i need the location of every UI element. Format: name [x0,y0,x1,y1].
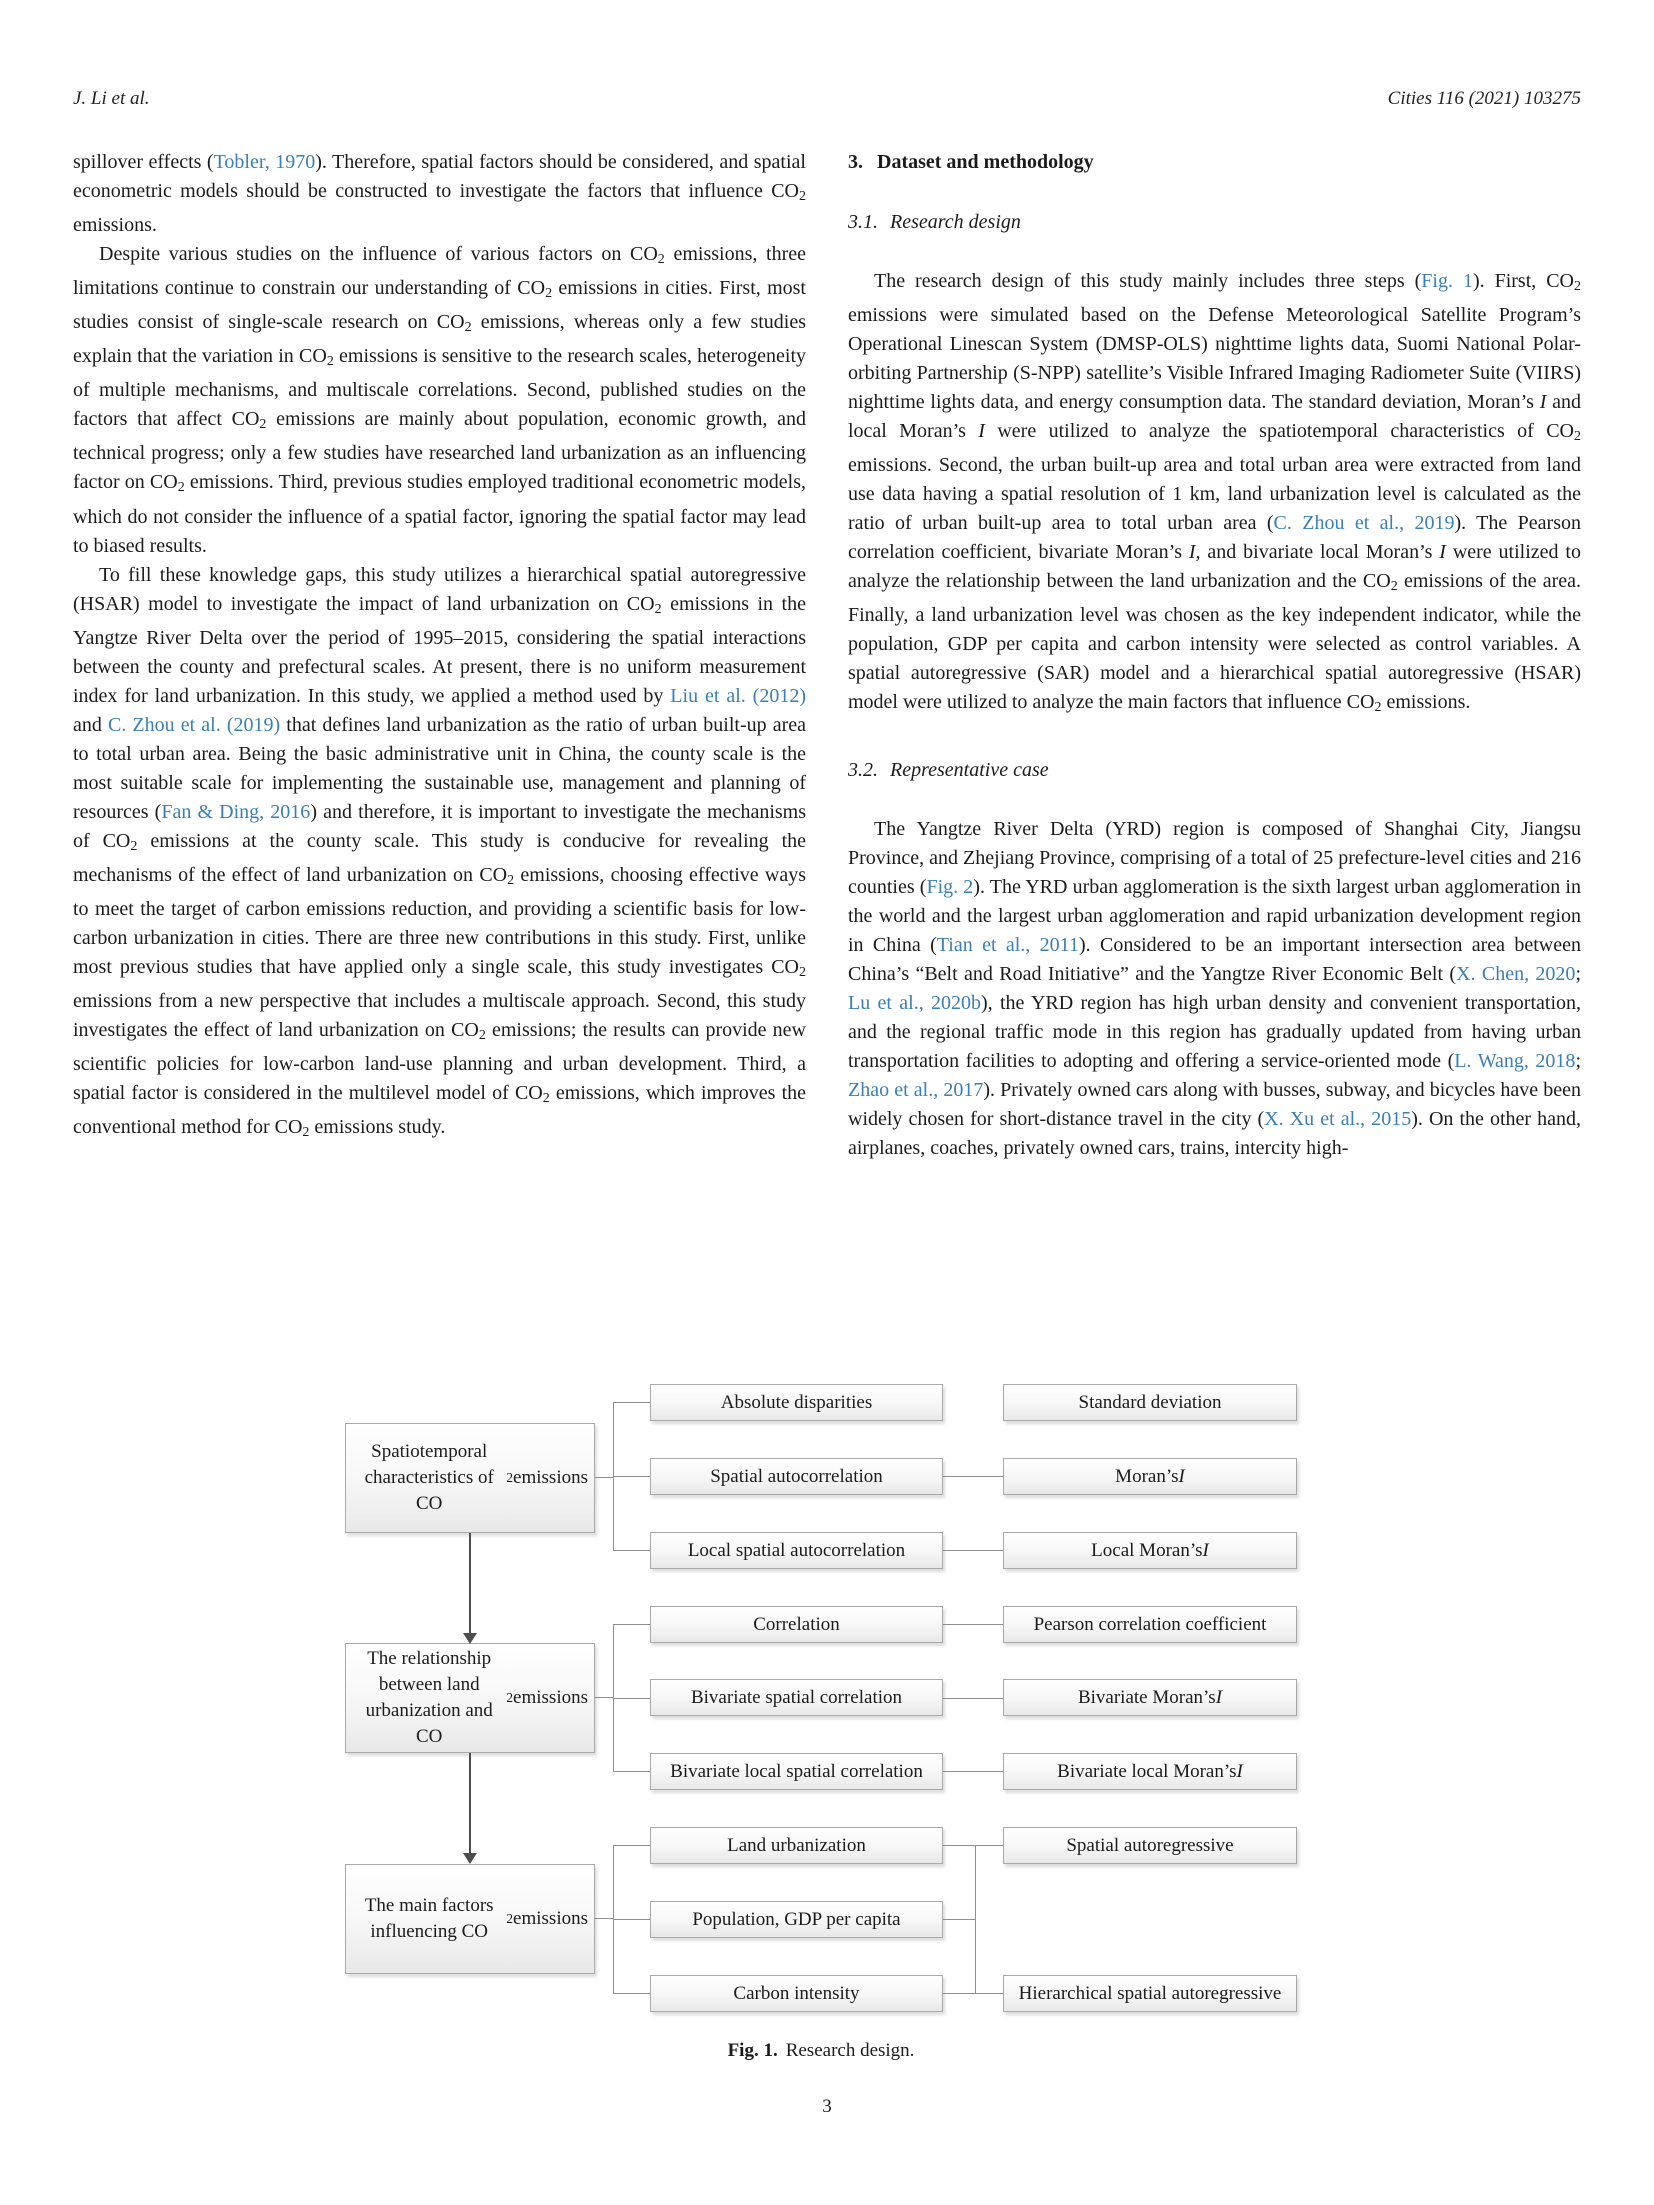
citation-link[interactable]: Fan & Ding, 2016 [161,800,311,823]
flow-box-local-spatial-autocorrelation: Local spatial autocorrelation [650,1532,943,1569]
page-header [73,88,1581,110]
citation-link[interactable]: Zhao et al., 2017 [848,1079,984,1102]
left-column [73,148,806,1147]
section-heading: 3. Dataset and methodology [848,151,1094,173]
paragraph: Despite various studies on the influence of various factors on CO2 emissions, three limitations continue to constrain our understanding of CO2 emissions in cities. First, most studies consist of single-scale research on CO2 emissions, whereas only a few studies explain that the variation in CO2 emissions is sensitive to the research scales, heterogeneity of multiple mechanisms, and multiscale correlations. Second, published studies on the factors that affect CO2 emissions are mainly about population, economic growth, and technical progress; only a few studies have researched land urbanization as an influencing factor on CO2 emissions. Third, previous studies employed traditional econometric models, which do not consider the influence of a spatial factor, ignoring the spatial factor may lead to biased results. [73,243,807,557]
connector-line [613,1771,650,1772]
connector-line [613,1919,650,1920]
citation-link[interactable]: X. Chen, 2020 [1456,963,1576,986]
flow-box-spatial-autocorrelation: Spatial autocorrelation [650,1458,943,1495]
flow-box-spatial-autoregressive: Spatial autoregressive [1003,1827,1297,1864]
connector-line [943,1476,1003,1477]
citation-link[interactable]: X. Xu et al., 2015 [1264,1108,1412,1131]
arrow-down-icon [463,1633,477,1644]
flow-box-absolute-disparities: Absolute disparities [650,1384,943,1421]
paragraph: spillover effects (Tobler, 1970). Therefore, spatial factors should be considered, and spatial econometric models should be constructed to investigate the factors that influence CO2 emissions. [73,151,806,237]
subsection-heading-research-design: 3.1. Research design [848,211,1021,233]
flow-box-bivariate-local-spatial-correlation: Bivariate local spatial correlation [650,1753,943,1790]
flow-box-bivariate-morans-i: Bivariate Moran’s I [1003,1679,1297,1716]
flow-box-morans-i: Moran’s I [1003,1458,1297,1495]
connector-line [943,1771,1003,1772]
connector-line [613,1624,650,1625]
flow-box-correlation: Correlation [650,1606,943,1643]
citation-link[interactable]: Lu et al., 2020b [848,992,982,1015]
connector-line [613,1698,650,1699]
paragraph: The research design of this study mainly includes three steps (Fig. 1). First, CO2 emissions were simulated based on the Defense Meteorological Satellite Program’s Operational Linescan System (DMSP-OLS) nighttime lights data, Suomi National Polar-orbiting Partnership (S-NPP) satellite’s Visible Infrared Imaging Radiometer Suite (VIIRS) nighttime lights data, and energy consumption data. The standard deviation, Moran’s I and local Moran’s I were utilized to analyze the spatiotemporal characteristics of CO2 emissions. Second, the urban built-up area and total urban area were extracted from land use data having a spatial resolution of 1 km, land urbanization level is calculated as the ratio of urban built-up area to total urban area (C. Zhou et al., 2019). The Pearson correlation coefficient, bivariate Moran’s I, and bivariate local Moran’s I were utilized to analyze the relationship between the land urbanization and the CO2 emissions of the area. Finally, a land urbanization level was chosen as the key independent indicator, while the population, GDP per capita and carbon intensity were selected as control variables. A spatial autoregressive (SAR) model and a hierarchical spatial autoregressive (HSAR) model were utilized to analyze the main factors that influence CO2 emissions. [848,270,1582,716]
connector-line [975,1845,976,1994]
connector-line [943,1845,1003,1846]
flow-box-local-morans-i: Local Moran’s I [1003,1532,1297,1569]
right-column [848,148,1581,1163]
flow-box-spatiotemporal-characteristics: Spatiotemporal characteristics of CO 2 emissions [345,1423,595,1533]
connector-line [613,1550,650,1551]
page-number: 3 [822,2096,832,2117]
connector-line [595,1697,613,1698]
flow-box-bivariate-local-morans-i: Bivariate local Moran’s I [1003,1753,1297,1790]
connector-line [595,1918,613,1919]
connector-line [943,1993,1003,1994]
connector-line [595,1477,613,1478]
citation-link[interactable]: C. Zhou et al. (2019) [107,713,281,736]
citation-link[interactable]: Tobler, 1970 [213,151,316,173]
figure-caption-text: Research design. [785,2040,915,2061]
flow-box-carbon-intensity: Carbon intensity [650,1975,943,2012]
header-author: J. Li et al. [73,88,150,109]
flow-box-main-factors: The main factors influencing CO 2 emissions [345,1864,595,1974]
connector-line [943,1624,1003,1625]
flow-box-bivariate-spatial-correlation: Bivariate spatial correlation [650,1679,943,1716]
connector-line [943,1698,1003,1699]
connector-line [613,1402,650,1403]
flow-box-land-urbanization: Land urbanization [650,1827,943,1864]
connector-line [943,1550,1003,1551]
flow-box-population-gdp: Population, GDP per capita [650,1901,943,1938]
citation-link[interactable]: Fig. 2 [926,876,974,899]
connector-line [613,1476,650,1477]
citation-link[interactable]: Tian et al., 2011 [936,934,1079,957]
flow-box-relationship: The relationship between land urbanization and CO 2 emissions [345,1643,595,1753]
connector-line [613,1845,650,1846]
paragraph: To fill these knowledge gaps, this study utilizes a hierarchical spatial autoregressive (HSAR) model to investigate the impact of land urbanization on CO2 emissions in the Yangtze River Delta over the period of 1995–2015, considering the spatial interactions between the county and prefectural scales. At present, there is no uniform measurement index for land urbanization. In this study, we applied a method used by Liu et al. (2012) and C. Zhou et al. (2019) that defines land urbanization as the ratio of urban built-up area to total urban area. Being the basic administrative unit in China, the county scale is the most suitable scale for implementing the sustainable use, management and planning of resources (Fan & Ding, 2016) and therefore, it is important to investigate the mechanisms of CO2 emissions at the county scale. This study is conducive for revealing the mechanisms of the effect of land urbanization on CO2 emissions, choosing effective ways to meet the target of carbon emissions reduction, and providing a scientific basis for low-carbon urbanization in cities. There are three new contributions in this study. First, unlike most previous studies that have applied only a single scale, this study investigates CO2 emissions from a new perspective that includes a multiscale approach. Second, this study investigates the effect of land urbanization on CO2 emissions; the results can provide new scientific policies for low-carbon land-use planning and urban development. Third, a spatial factor is considered in the multilevel model of CO2 emissions, which improves the conventional method for CO2 emissions study. [73,563,807,1141]
header-journal: Cities 116 (2021) 103275 [1387,88,1581,109]
citation-link[interactable]: C. Zhou et al., 2019 [1273,512,1455,535]
connector-line [613,1993,650,1994]
citation-link[interactable]: L. Wang, 2018 [1454,1050,1576,1073]
arrow-down-icon [469,1753,471,1854]
citation-link[interactable]: Fig. 1 [1421,270,1473,292]
connector-line [943,1919,975,1920]
citation-link[interactable]: Liu et al. (2012) [670,684,806,707]
arrow-down-icon [463,1853,477,1864]
paragraph: The Yangtze River Delta (YRD) region is composed of Shanghai City, Jiangsu Province, and Zhejiang Province, comprising of a total of 25 prefecture-level cities and 216 counties (Fig. 2). The YRD urban agglomeration is the sixth largest urban agglomeration in the world and the largest urban agglomeration and rapid urbanization development region in China (Tian et al., 2011). Considered to be an important intersection area between China’s “Belt and Road Initiative” and the Yangtze River Economic Belt (X. Chen, 2020; Lu et al., 2020b), the YRD region has high urban density and convenient transportation, and the regional traffic mode in this region has gradually updated from having urban transportation facilities to adopting and offering a service-oriented mode (L. Wang, 2018; Zhao et al., 2017). Privately owned cars along with busses, subway, and bicycles have been widely chosen for short-distance travel in the city (X. Xu et al., 2015). On the other hand, airplanes, coaches, privately owned cars, trains, intercity high- [848,818,1581,1160]
arrow-down-icon [469,1533,471,1634]
flow-box-hierarchical-sar: Hierarchical spatial autoregressive [1003,1975,1297,2012]
flow-box-standard-deviation: Standard deviation [1003,1384,1297,1421]
subsection-heading-representative-case: 3.2. Representative case [848,759,1049,782]
flow-box-pearson-coefficient: Pearson correlation coefficient [1003,1606,1297,1643]
figure-caption-label: Fig. 1. [727,2040,778,2061]
figure-caption [345,2040,1297,2062]
